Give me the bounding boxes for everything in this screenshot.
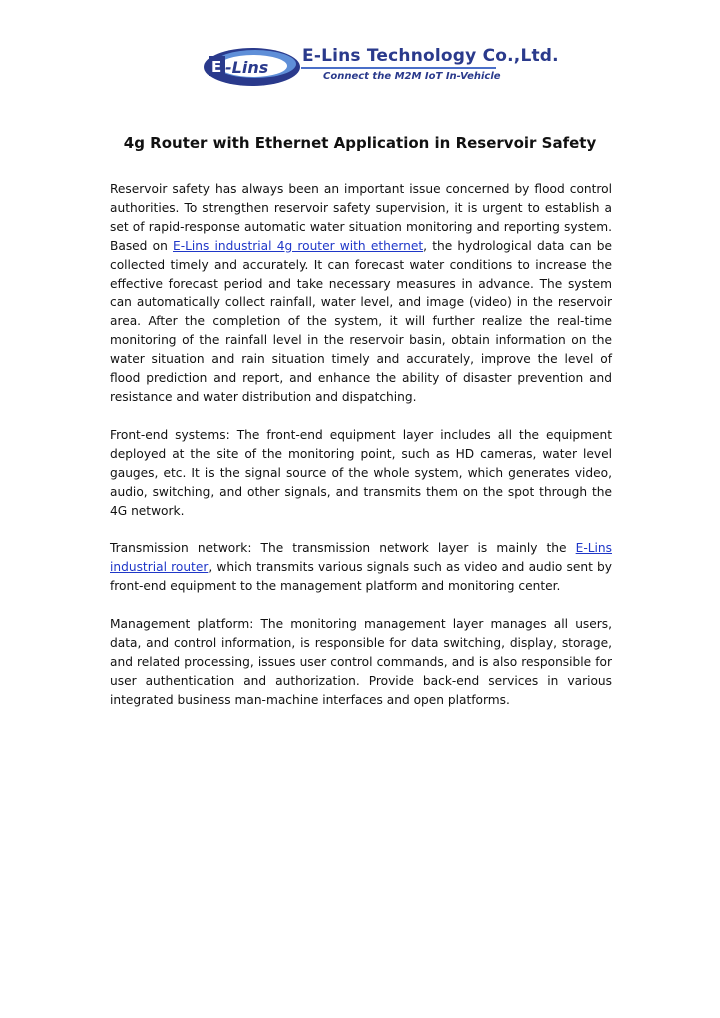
paragraph-intro bbox=[110, 180, 612, 407]
industrial-router-link[interactable]: E-Lins industrial router bbox=[110, 541, 612, 575]
paragraph-transmission bbox=[110, 539, 612, 596]
company-tagline: Connect the M2M IoT In-Vehicle bbox=[323, 71, 501, 82]
company-name: E-Lins Technology Co.,Ltd. bbox=[302, 46, 559, 66]
paragraph-intro-text-end: , the hydrological data can be collected timely and accurately. It can forecast water conditions to increase the effective forecast period and take necessary measures in advance. The system can automatically collect rainfall, water level, and image (video) in the reservoir area. After the completion of the system, it will further realize the real-time monitoring of the rainfall level in the reservoir basin, obtain information on the water situation and rain situation timely and accurately, improve the level of flood prediction and report, and enhance the ability of disaster prevention and resistance and water distribution and dispatching. bbox=[110, 238, 613, 404]
paragraph-transmission-text-start: Transmission network: The transmission network layer is mainly the bbox=[110, 541, 576, 556]
e-lins-logo-icon bbox=[203, 44, 303, 88]
paragraph-front-end: Front-end systems: The front-end equipment layer includes all the equipment deployed at the site of the monitoring point, such as HD cameras, water level gauges, etc. It is the signal source of the whole system, which generates video, audio, switching, and other signals, and transmits them on the spot through the 4G network. bbox=[110, 427, 612, 518]
paragraph-intro-text-start: Reservoir safety has always been an important issue concerned by flood control authorities. To strengthen reservoir safety supervision, it is urgent to establish a set of rapid-response automatic water situation monitoring and reporting system. Based on bbox=[110, 182, 612, 253]
company-logo bbox=[203, 42, 559, 92]
svg-text:E: E bbox=[211, 58, 222, 76]
router-with-ethernet-link[interactable]: E-Lins industrial 4g router with ethernet bbox=[173, 238, 424, 253]
logo-divider bbox=[301, 67, 496, 69]
document-title: 4g Router with Ethernet Application in Reservoir Safety bbox=[123, 134, 597, 152]
paragraph-transmission-text-end: , which transmits various signals such as video and audio sent by front-end equipment to the management platform and monitoring center. bbox=[110, 560, 612, 594]
paragraph-management: Management platform: The monitoring management layer manages all users, data, and control information, is responsible for data switching, display, storage, and related processing, issues user control commands, and is also responsible for user authentication and authorization. Provide back-end services in various integrated business man-machine interfaces and open platforms. bbox=[110, 617, 612, 707]
document-body bbox=[110, 180, 612, 729]
svg-text:-Lins: -Lins bbox=[225, 58, 269, 77]
